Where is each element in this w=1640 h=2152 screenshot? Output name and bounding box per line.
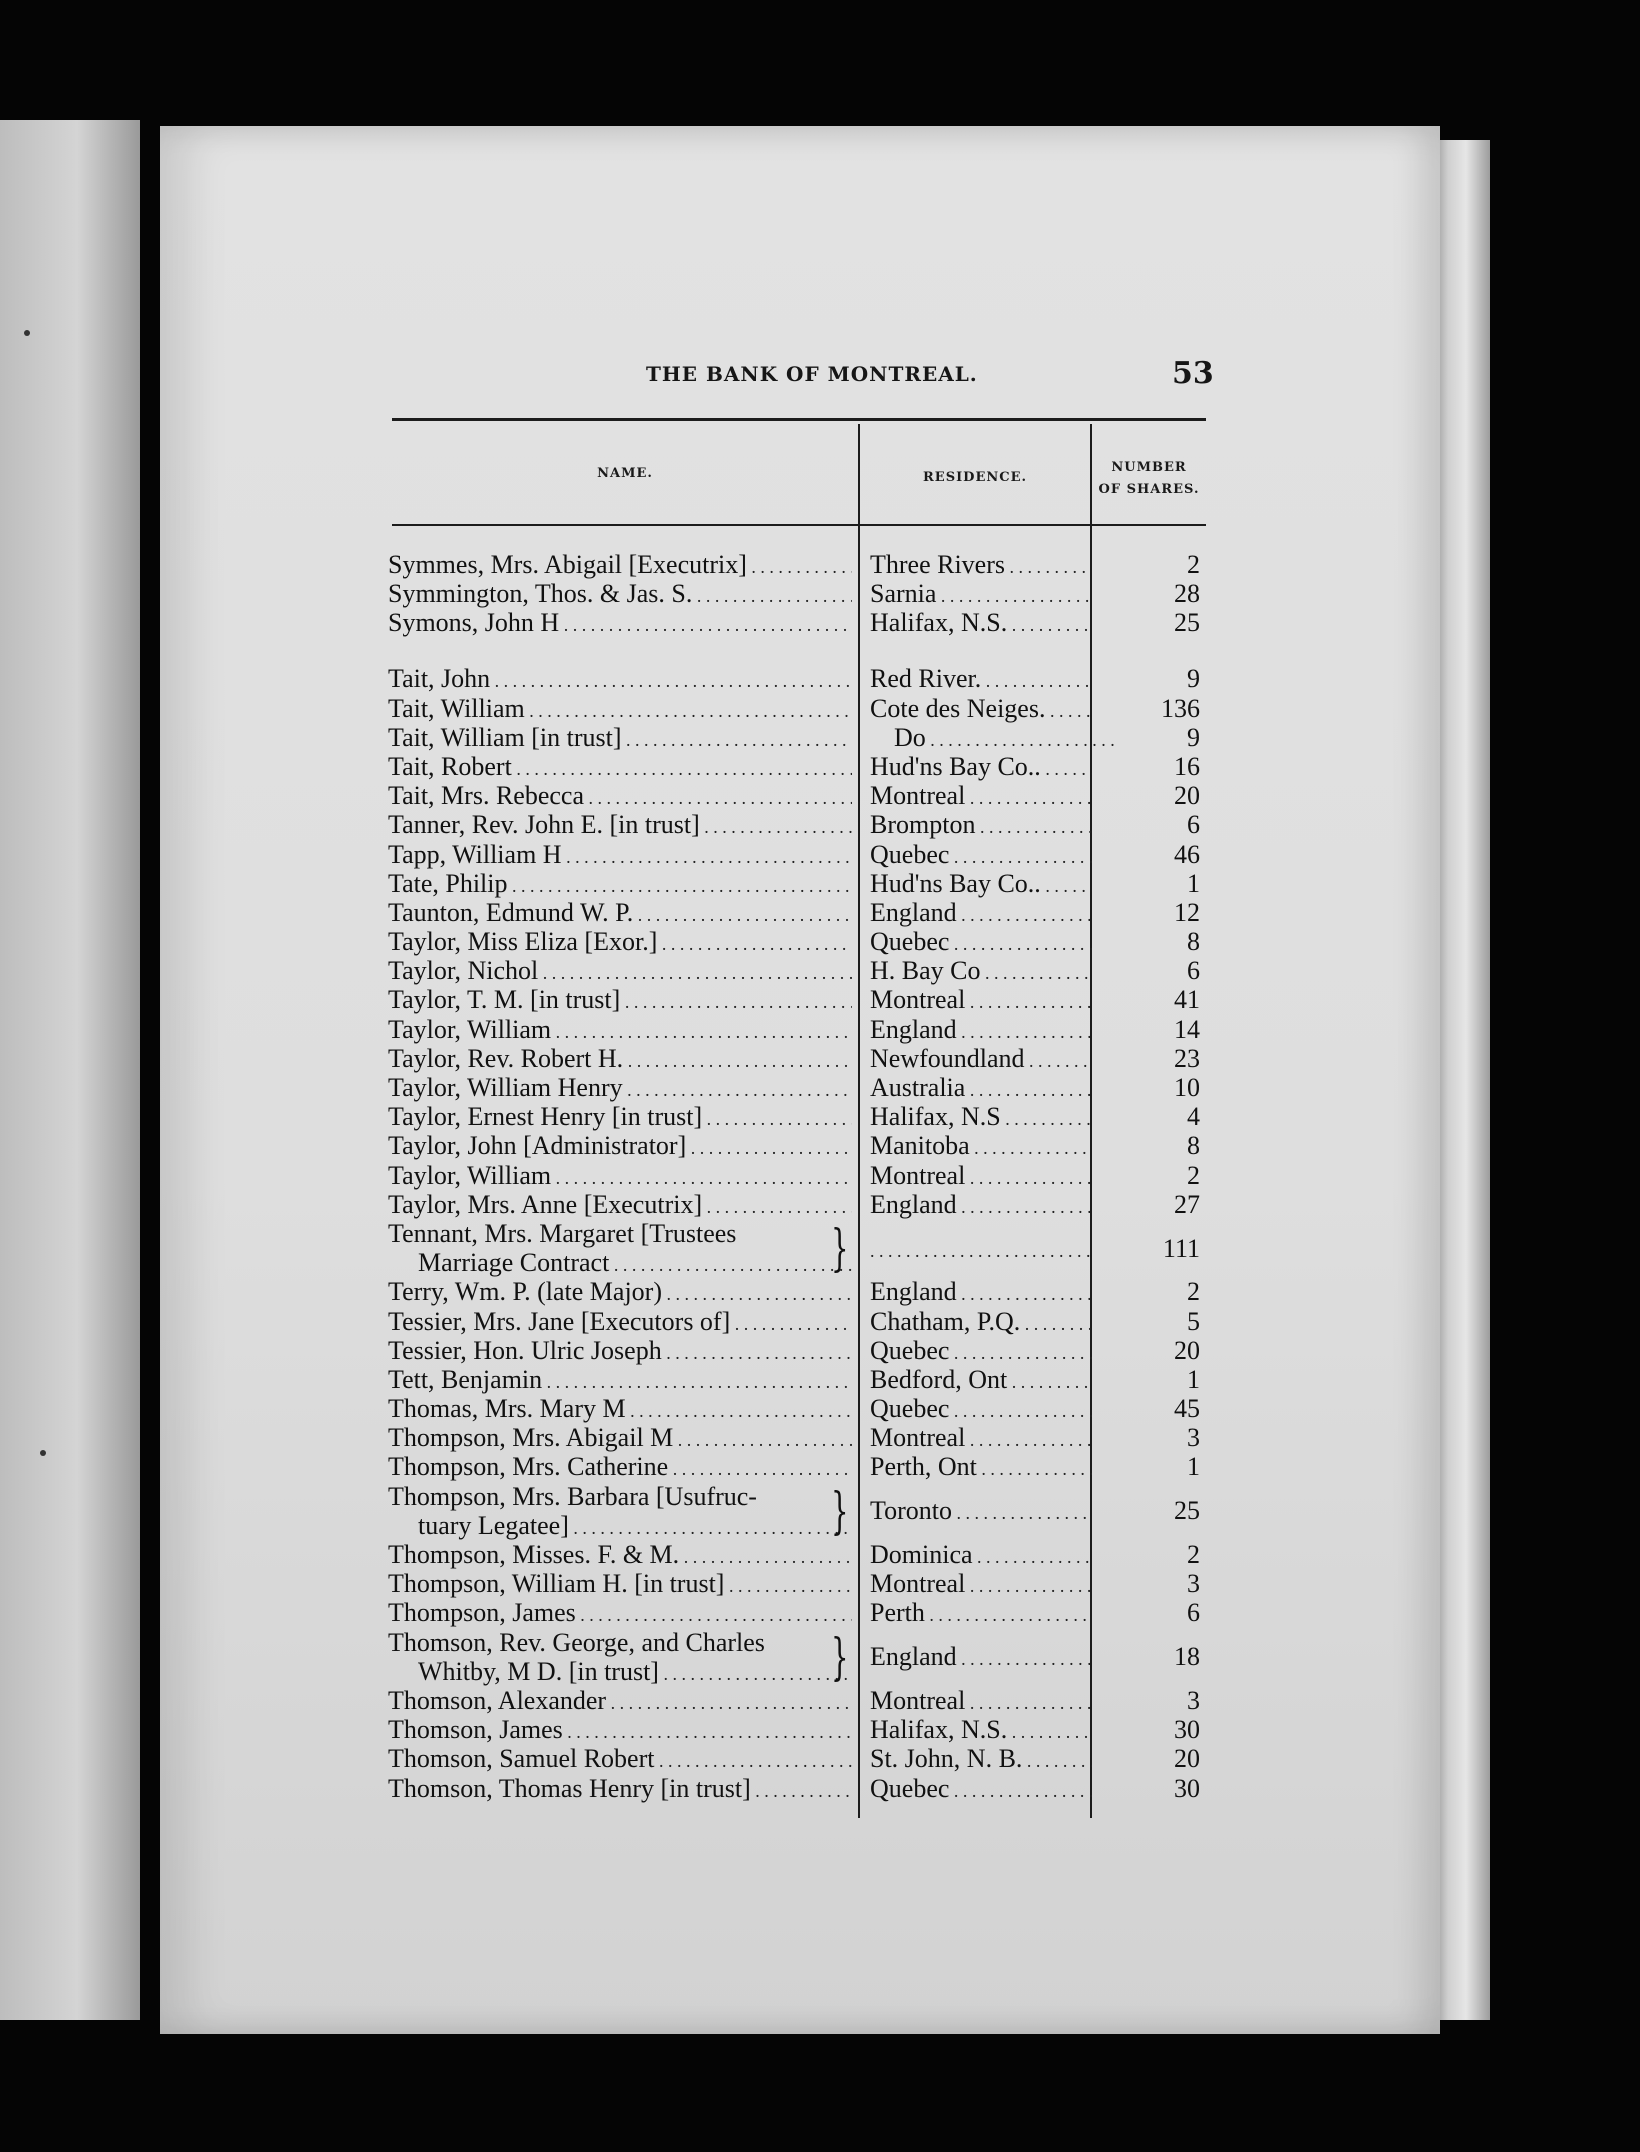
page-number: 53	[1172, 356, 1214, 391]
shareholder-residence: St. John, N. B. . . .	[870, 1744, 1092, 1776]
shareholder-residence: Quebec . . .	[870, 927, 1092, 959]
share-count: 28	[1174, 579, 1200, 609]
shareholder-residence: England . . .	[870, 898, 1092, 930]
shareholder-name: Tessier, Hon. Ulric Joseph . . .	[388, 1336, 852, 1368]
shareholder-name: Tait, William . . .	[388, 694, 852, 726]
shareholder-name: Tennant, Mrs. Margaret [Trustees	[388, 1218, 737, 1248]
table-row	[388, 869, 1198, 898]
shareholder-residence: Do . . .	[870, 723, 1116, 755]
shareholder-name: Thomson, Samuel Robert . . .	[388, 1744, 852, 1776]
shareholder-name: Thompson, James . . .	[388, 1598, 852, 1630]
shareholder-name: Thomson, Alexander . . .	[388, 1686, 852, 1718]
share-count: 10	[1174, 1073, 1200, 1102]
header-bottom-rule	[392, 524, 1206, 526]
share-count: 3	[1187, 1423, 1200, 1453]
shareholder-name-continued: tuary Legatee] . . .	[418, 1511, 852, 1543]
share-count: 46	[1174, 839, 1200, 869]
shareholder-residence: Montreal . . .	[870, 1686, 1092, 1718]
table-row	[388, 550, 1198, 579]
shareholder-residence: England . . .	[870, 1015, 1092, 1047]
shareholder-name: Taunton, Edmund W. P. . . .	[388, 898, 852, 930]
column-header-shares-line2: OF SHARES.	[1098, 482, 1200, 497]
shareholder-name: Terry, Wm. P. (late Major) . . .	[388, 1277, 852, 1309]
shareholder-name: Thomson, Rev. George, and Charles	[388, 1627, 765, 1657]
share-count: 20	[1174, 1744, 1200, 1774]
share-count: 25	[1174, 1496, 1200, 1526]
table-row	[388, 1044, 1198, 1073]
shareholder-name: Taylor, T. M. [in trust] . . .	[388, 985, 852, 1017]
table-row	[388, 1102, 1198, 1131]
shareholder-name: Tett, Benjamin . . .	[388, 1365, 852, 1397]
shareholder-name: Thomson, James . . .	[388, 1715, 852, 1747]
table-row	[388, 1715, 1198, 1744]
shareholder-residence	[870, 1234, 1092, 1266]
table-row	[388, 1569, 1198, 1598]
shareholder-list	[388, 550, 1198, 1803]
shareholder-residence: Toronto . . .	[870, 1496, 1092, 1528]
shareholder-residence: Perth, Ont . . .	[870, 1452, 1092, 1484]
shareholder-name: Tait, John . . .	[388, 664, 852, 696]
column-header-residence: RESIDENCE.	[922, 470, 1028, 485]
table-row	[388, 840, 1198, 869]
shareholder-residence: Montreal . . .	[870, 1423, 1092, 1455]
adjacent-page-edge	[0, 120, 140, 2020]
table-row	[388, 985, 1198, 1014]
column-header-name: NAME.	[597, 466, 653, 481]
shareholder-residence: Dominica . . .	[870, 1540, 1092, 1572]
shareholder-name: Tate, Philip . . .	[388, 869, 852, 901]
table-row	[388, 1131, 1198, 1160]
table-row	[388, 781, 1198, 810]
share-count: 3	[1187, 1569, 1200, 1599]
shareholder-residence: Red River. . . .	[870, 664, 1092, 696]
shareholder-name: Taylor, Nichol . . .	[388, 956, 852, 988]
share-count: 8	[1187, 1131, 1200, 1161]
share-count: 41	[1174, 985, 1200, 1015]
shareholder-residence: H. Bay Co . . .	[870, 956, 1092, 988]
shareholder-name: Taylor, Mrs. Anne [Executrix] . . .	[388, 1190, 852, 1222]
shareholder-residence: Halifax, N.S. . . .	[870, 608, 1092, 640]
share-count: 20	[1174, 1335, 1200, 1365]
table-row	[388, 1015, 1198, 1044]
table-row	[388, 1365, 1198, 1394]
table-row	[388, 579, 1198, 608]
shareholder-name: Taylor, William . . .	[388, 1161, 852, 1193]
shareholder-name: Tait, Robert . . .	[388, 752, 852, 784]
shareholder-residence: Sarnia . . .	[870, 579, 1092, 611]
share-count: 30	[1174, 1715, 1200, 1745]
share-count: 25	[1174, 608, 1200, 638]
shareholder-name-continued: Marriage Contract . . .	[418, 1248, 852, 1280]
table-row	[388, 1774, 1198, 1803]
shareholder-residence: Quebec . . .	[870, 1394, 1092, 1426]
table-row	[388, 1686, 1198, 1715]
table-row	[388, 1482, 1198, 1540]
shareholder-name: Taylor, William Henry . . .	[388, 1073, 852, 1105]
shareholder-residence: Montreal . . .	[870, 781, 1092, 813]
share-count: 3	[1187, 1685, 1200, 1715]
table-row	[388, 1744, 1198, 1773]
shareholder-residence: Montreal . . .	[870, 985, 1092, 1017]
table-row	[388, 1190, 1198, 1219]
table-row	[388, 694, 1198, 723]
shareholder-residence: Bedford, Ont . . .	[870, 1365, 1092, 1397]
share-count: 2	[1187, 1277, 1200, 1307]
share-count: 12	[1174, 897, 1200, 927]
shareholder-residence: Quebec . . .	[870, 1774, 1092, 1806]
table-row	[388, 1452, 1198, 1481]
shareholder-name: Taylor, Ernest Henry [in trust] . . .	[388, 1102, 852, 1134]
shareholder-residence: Hud'ns Bay Co.. . . .	[870, 869, 1092, 901]
table-row	[388, 1073, 1198, 1102]
shareholder-residence: Montreal . . .	[870, 1161, 1092, 1193]
share-count: 23	[1174, 1043, 1200, 1073]
share-count: 45	[1174, 1394, 1200, 1424]
shareholder-name: Symmes, Mrs. Abigail [Executrix] . . .	[388, 550, 852, 582]
shareholder-name: Tessier, Mrs. Jane [Executors of] . . .	[388, 1307, 852, 1339]
shareholder-residence: Quebec . . .	[870, 840, 1092, 872]
share-count: 27	[1174, 1189, 1200, 1219]
share-count: 2	[1187, 1160, 1200, 1190]
table-row	[388, 927, 1198, 956]
table-row	[388, 1394, 1198, 1423]
brace-mark: }	[831, 1218, 849, 1277]
table-row	[388, 810, 1198, 839]
table-row	[388, 1307, 1198, 1336]
table-row	[388, 1628, 1198, 1686]
running-title: THE BANK OF MONTREAL.	[646, 362, 978, 386]
shareholder-residence: Halifax, N.S. . . .	[870, 1715, 1092, 1747]
shareholder-residence: Halifax, N.S . . .	[870, 1102, 1092, 1134]
share-count: 6	[1187, 810, 1200, 840]
share-count: 16	[1174, 751, 1200, 781]
table-row	[388, 1161, 1198, 1190]
table-row	[388, 898, 1198, 927]
table-row	[388, 1219, 1198, 1277]
shareholder-residence: England . . .	[870, 1190, 1092, 1222]
table-row	[388, 752, 1198, 781]
share-count: 6	[1187, 956, 1200, 986]
shareholder-residence: Australia . . .	[870, 1073, 1092, 1105]
column-header-shares-line1: NUMBER	[1111, 460, 1187, 475]
shareholder-name: Taylor, John [Administrator] . . .	[388, 1131, 852, 1163]
share-count: 14	[1174, 1014, 1200, 1044]
table-row	[388, 723, 1198, 752]
table-row	[388, 638, 1198, 694]
shareholder-name: Tanner, Rev. John E. [in trust] . . .	[388, 810, 852, 842]
share-count: 2	[1187, 1540, 1200, 1570]
share-count: 1	[1187, 868, 1200, 898]
shareholder-residence: Perth . . .	[870, 1598, 1092, 1630]
table-row	[388, 956, 1198, 985]
shareholder-name: Symons, John H . . .	[388, 608, 852, 640]
table-row	[388, 1598, 1198, 1627]
table-row	[388, 1423, 1198, 1452]
brace-mark: }	[831, 1481, 849, 1540]
shareholder-name: Taylor, William . . .	[388, 1015, 852, 1047]
shareholder-name: Tait, William [in trust] . . .	[388, 723, 852, 755]
share-count: 4	[1187, 1102, 1200, 1132]
table-row	[388, 1277, 1198, 1306]
share-count: 136	[1161, 693, 1200, 723]
shareholder-residence: England . . .	[870, 1277, 1092, 1309]
scan-speck	[24, 330, 30, 336]
shareholder-name: Taylor, Miss Eliza [Exor.] . . .	[388, 927, 852, 959]
table-row	[388, 608, 1198, 637]
share-count: 20	[1174, 781, 1200, 811]
shareholder-name: Thompson, Mrs. Barbara [Usufruc-	[388, 1481, 757, 1511]
shareholder-residence: Montreal . . .	[870, 1569, 1092, 1601]
share-count: 1	[1187, 1364, 1200, 1394]
shareholder-residence: Manitoba . . .	[870, 1131, 1092, 1163]
shareholder-name-continued: Whitby, M D. [in trust] . . .	[418, 1657, 852, 1689]
table-row	[388, 1336, 1198, 1365]
share-count: 5	[1187, 1306, 1200, 1336]
shareholder-name: Symmington, Thos. & Jas. S. . . .	[388, 579, 852, 611]
shareholder-residence: Brompton . . .	[870, 810, 1092, 842]
shareholder-residence: Quebec . . .	[870, 1336, 1092, 1368]
shareholder-name: Taylor, Rev. Robert H. . . .	[388, 1044, 852, 1076]
shareholder-name: Thompson, Mrs. Catherine . . .	[388, 1452, 852, 1484]
share-count: 8	[1187, 927, 1200, 957]
table-row	[388, 1540, 1198, 1569]
shareholder-residence: Three Rivers . . .	[870, 550, 1092, 582]
shareholder-residence: Chatham, P.Q. . . .	[870, 1307, 1092, 1339]
share-count: 18	[1174, 1642, 1200, 1672]
shareholder-name: Tapp, William H . . .	[388, 840, 852, 872]
share-count: 6	[1187, 1598, 1200, 1628]
scan-speck	[40, 1450, 46, 1456]
shareholder-residence: England . . .	[870, 1642, 1092, 1674]
share-count: 30	[1174, 1773, 1200, 1803]
table-top-rule	[392, 418, 1206, 421]
shareholder-residence: Hud'ns Bay Co.. . . .	[870, 752, 1092, 784]
share-count: 9	[1187, 722, 1200, 752]
shareholder-name: Thompson, Mrs. Abigail M . . .	[388, 1423, 852, 1455]
shareholder-residence: Cote des Neiges. . . .	[870, 694, 1092, 726]
shareholder-name: Thomas, Mrs. Mary M . . .	[388, 1394, 852, 1426]
shareholder-name: Thomson, Thomas Henry [in trust] . . .	[388, 1774, 852, 1806]
shareholder-name: Tait, Mrs. Rebecca . . .	[388, 781, 852, 813]
share-count: 9	[1187, 663, 1200, 693]
share-count: 2	[1187, 550, 1200, 579]
shareholder-residence: Newfoundland . . .	[870, 1044, 1092, 1076]
shareholder-name: Thompson, Misses. F. & M. . . .	[388, 1540, 852, 1572]
share-count: 111	[1162, 1233, 1200, 1263]
share-count: 1	[1187, 1452, 1200, 1482]
shareholder-name: Thompson, William H. [in trust] . . .	[388, 1569, 852, 1601]
brace-mark: }	[831, 1627, 849, 1686]
